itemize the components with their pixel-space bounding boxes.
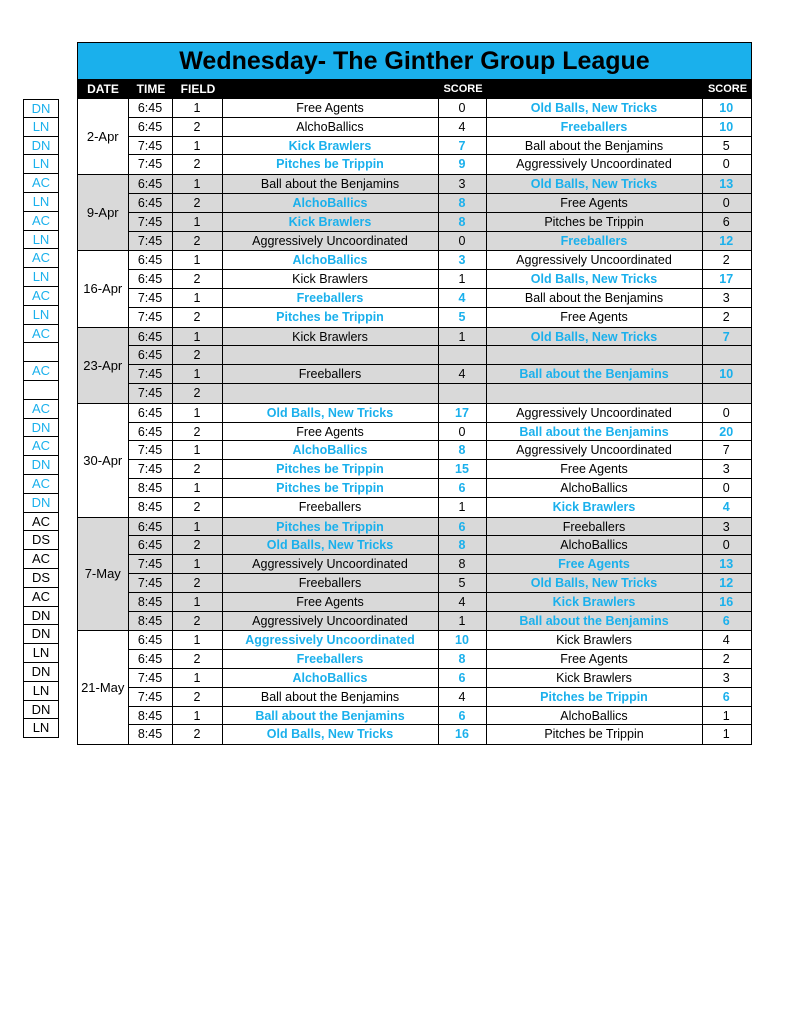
away-score: 2 [722, 253, 730, 268]
ref-code-cell: DN [23, 701, 59, 720]
away-team: Pitches be Trippin [487, 213, 703, 231]
field-header: FIELD [180, 82, 216, 96]
ref-code-cell: AC [23, 212, 59, 231]
game-time: 7:45 [129, 213, 173, 231]
time-header: TIME [136, 82, 166, 96]
home-score: 8 [439, 555, 487, 573]
away-score: 16 [719, 594, 734, 609]
score1-header: SCORE [443, 83, 483, 95]
home-score: 4 [439, 289, 487, 307]
away-team: Pitches be Trippin [487, 688, 703, 706]
ref-code-cell: LN [23, 644, 59, 663]
game-row [129, 423, 752, 442]
away-team: Kick Brawlers [487, 631, 703, 649]
game-time: 8:45 [129, 593, 173, 611]
ref-code-cell: LN [23, 118, 59, 137]
away-team: Freeballers [487, 118, 703, 136]
game-time: 6:45 [129, 99, 173, 117]
home-team: Kick Brawlers [223, 270, 439, 288]
game-time: 6:45 [129, 270, 173, 288]
game-field: 1 [173, 479, 223, 497]
ref-code-cell: AC [23, 550, 59, 569]
home-score: 17 [439, 404, 487, 422]
ref-code-cell: LN [23, 306, 59, 325]
game-field: 1 [173, 175, 223, 193]
home-team: Ball about the Benjamins [223, 175, 439, 193]
away-score: 5 [722, 138, 730, 153]
away-score: 17 [719, 272, 734, 287]
away-score: 6 [722, 689, 730, 704]
home-score: 0 [439, 423, 487, 441]
home-score: 10 [439, 631, 487, 649]
game-row [129, 155, 752, 174]
game-field: 1 [173, 99, 223, 117]
ref-code-cell [23, 381, 59, 400]
away-team: Kick Brawlers [487, 593, 703, 611]
game-time: 7:45 [129, 289, 173, 307]
away-score: 2 [722, 309, 730, 324]
game-field: 2 [173, 384, 223, 403]
home-score: 3 [439, 251, 487, 269]
game-row [129, 137, 752, 156]
home-team: Freeballers [223, 289, 439, 307]
game-field: 2 [173, 194, 223, 212]
game-row [129, 688, 752, 707]
game-row [129, 365, 752, 384]
game-time: 6:45 [129, 518, 173, 536]
away-team: Free Agents [487, 308, 703, 327]
game-field: 1 [173, 631, 223, 649]
game-row [129, 460, 752, 479]
date-group [77, 328, 752, 404]
home-team: Kick Brawlers [223, 213, 439, 231]
ref-code-cell: DN [23, 607, 59, 626]
away-score: 2 [722, 652, 730, 667]
game-row [129, 518, 752, 537]
home-team: Pitches be Trippin [223, 460, 439, 478]
home-score: 0 [439, 99, 487, 117]
ref-code-cell: AC [23, 513, 59, 532]
away-team: Old Balls, New Tricks [487, 175, 703, 193]
home-score: 8 [439, 536, 487, 554]
game-field: 2 [173, 423, 223, 441]
date-group [77, 404, 752, 518]
date-group [77, 518, 752, 632]
home-team: Aggressively Uncoordinated [223, 612, 439, 631]
ref-code-cell: AC [23, 325, 59, 344]
away-score: 0 [722, 480, 730, 495]
home-score: 6 [439, 669, 487, 687]
home-team: Pitches be Trippin [223, 518, 439, 536]
home-team: Aggressively Uncoordinated [223, 232, 439, 251]
home-score: 8 [439, 194, 487, 212]
away-team: Free Agents [487, 650, 703, 668]
away-score: 13 [719, 557, 734, 572]
game-time: 6:45 [129, 536, 173, 554]
game-time: 7:45 [129, 365, 173, 383]
game-time: 6:45 [129, 175, 173, 193]
away-team: AlchoBallics [487, 707, 703, 725]
game-time: 8:45 [129, 498, 173, 517]
game-time: 6:45 [129, 404, 173, 422]
game-time: 6:45 [129, 423, 173, 441]
home-team: AlchoBallics [223, 669, 439, 687]
away-team: Freeballers [487, 518, 703, 536]
away-score: 4 [722, 633, 730, 648]
home-team: Freeballers [223, 498, 439, 517]
game-row [129, 346, 752, 365]
away-team: Aggressively Uncoordinated [487, 251, 703, 269]
ref-code-cell: AC [23, 287, 59, 306]
ref-code-cell: DN [23, 456, 59, 475]
ref-code-cell: DN [23, 137, 59, 156]
away-score: 1 [722, 727, 730, 742]
game-field: 1 [173, 365, 223, 383]
game-row [129, 404, 752, 423]
home-team: Freeballers [223, 365, 439, 383]
home-team: Kick Brawlers [223, 328, 439, 346]
away-team: Old Balls, New Tricks [487, 574, 703, 592]
away-team [487, 384, 703, 403]
ref-code-cell: LN [23, 231, 59, 250]
game-time: 6:45 [129, 251, 173, 269]
game-time: 6:45 [129, 194, 173, 212]
away-score: 7 [722, 329, 730, 344]
away-team: Freeballers [487, 232, 703, 251]
away-team: Ball about the Benjamins [487, 365, 703, 383]
game-date: 23-Apr [78, 328, 129, 403]
away-score: 1 [722, 708, 730, 723]
game-field: 2 [173, 574, 223, 592]
home-team: Old Balls, New Tricks [223, 536, 439, 554]
home-team: Pitches be Trippin [223, 308, 439, 327]
home-team: AlchoBallics [223, 118, 439, 136]
away-score: 3 [722, 519, 730, 534]
game-time: 8:45 [129, 707, 173, 725]
game-time: 7:45 [129, 441, 173, 459]
game-row [129, 441, 752, 460]
header-row [77, 80, 752, 99]
game-date: 9-Apr [78, 175, 129, 250]
game-row [129, 251, 752, 270]
away-score: 12 [719, 233, 734, 248]
game-field: 2 [173, 498, 223, 517]
game-groups [77, 99, 752, 745]
game-row [129, 555, 752, 574]
away-score: 10 [719, 119, 734, 134]
home-team: Freeballers [223, 574, 439, 592]
game-row [129, 574, 752, 593]
home-team: Pitches be Trippin [223, 155, 439, 174]
game-field: 1 [173, 213, 223, 231]
home-score: 1 [439, 612, 487, 631]
ref-code-cell: AC [23, 437, 59, 456]
game-field: 1 [173, 518, 223, 536]
game-time: 6:45 [129, 118, 173, 136]
game-field: 2 [173, 118, 223, 136]
game-time: 7:45 [129, 460, 173, 478]
game-date: 7-May [78, 518, 129, 631]
home-team [223, 384, 439, 403]
away-team: Ball about the Benjamins [487, 612, 703, 631]
ref-code-cell: LN [23, 193, 59, 212]
away-team: Old Balls, New Tricks [487, 270, 703, 288]
game-time: 7:45 [129, 137, 173, 155]
home-team: Ball about the Benjamins [223, 688, 439, 706]
home-score: 5 [439, 308, 487, 327]
home-score: 1 [439, 270, 487, 288]
away-score: 0 [722, 195, 730, 210]
game-time: 7:45 [129, 308, 173, 327]
home-team: AlchoBallics [223, 251, 439, 269]
referee-code-column [23, 99, 59, 738]
game-time: 7:45 [129, 232, 173, 251]
game-row [129, 707, 752, 726]
game-field: 2 [173, 536, 223, 554]
away-score: 6 [722, 613, 730, 628]
game-time: 8:45 [129, 612, 173, 631]
game-time: 7:45 [129, 155, 173, 174]
home-team: Ball about the Benjamins [223, 707, 439, 725]
home-score: 8 [439, 213, 487, 231]
game-field: 1 [173, 404, 223, 422]
game-field: 2 [173, 650, 223, 668]
home-team: AlchoBallics [223, 441, 439, 459]
game-field: 2 [173, 232, 223, 251]
ref-code-cell: AC [23, 400, 59, 419]
home-team: AlchoBallics [223, 194, 439, 212]
game-field: 1 [173, 669, 223, 687]
away-score: 3 [722, 462, 730, 477]
game-time: 6:45 [129, 631, 173, 649]
ref-code-cell: LN [23, 155, 59, 174]
game-time: 7:45 [129, 384, 173, 403]
ref-code-cell: AC [23, 362, 59, 381]
home-score [439, 346, 487, 364]
game-field: 2 [173, 460, 223, 478]
game-row [129, 498, 752, 517]
game-row [129, 175, 752, 194]
away-team: Free Agents [487, 460, 703, 478]
away-team: Ball about the Benjamins [487, 423, 703, 441]
game-date: 16-Apr [78, 251, 129, 326]
game-row [129, 118, 752, 137]
away-team: Free Agents [487, 194, 703, 212]
home-score: 4 [439, 365, 487, 383]
away-score: 3 [722, 290, 730, 305]
game-row [129, 194, 752, 213]
home-score: 16 [439, 725, 487, 744]
away-score: 20 [719, 424, 734, 439]
home-score: 15 [439, 460, 487, 478]
ref-code-cell: DN [23, 99, 59, 118]
game-field: 2 [173, 612, 223, 631]
home-score: 6 [439, 479, 487, 497]
game-row [129, 725, 752, 744]
away-team: AlchoBallics [487, 536, 703, 554]
away-score: 10 [719, 101, 734, 115]
home-team: Old Balls, New Tricks [223, 725, 439, 744]
away-score [703, 384, 751, 403]
home-team: Aggressively Uncoordinated [223, 555, 439, 573]
game-time: 7:45 [129, 688, 173, 706]
away-team: Ball about the Benjamins [487, 137, 703, 155]
game-row [129, 612, 752, 631]
game-field: 1 [173, 707, 223, 725]
ref-code-cell: AC [23, 249, 59, 268]
game-field: 1 [173, 251, 223, 269]
score2-header: SCORE [707, 83, 748, 95]
away-score: 0 [722, 538, 730, 553]
home-team: Free Agents [223, 99, 439, 117]
away-team: Pitches be Trippin [487, 725, 703, 744]
away-team: Old Balls, New Tricks [487, 99, 703, 117]
home-score: 6 [439, 518, 487, 536]
home-score: 8 [439, 441, 487, 459]
game-row [129, 536, 752, 555]
home-score: 3 [439, 175, 487, 193]
game-row [129, 289, 752, 308]
league-title: Wednesday- The Ginther Group League [77, 42, 752, 80]
home-score: 4 [439, 118, 487, 136]
team2-header [487, 80, 703, 99]
game-row [129, 328, 752, 347]
game-field: 2 [173, 725, 223, 744]
away-team: Aggressively Uncoordinated [487, 441, 703, 459]
game-field: 1 [173, 555, 223, 573]
game-time: 7:45 [129, 669, 173, 687]
away-team: Old Balls, New Tricks [487, 328, 703, 346]
home-team: Freeballers [223, 650, 439, 668]
game-field: 1 [173, 441, 223, 459]
away-score: 10 [719, 367, 734, 382]
game-time: 6:45 [129, 346, 173, 364]
ref-code-cell: AC [23, 588, 59, 607]
home-score: 4 [439, 593, 487, 611]
ref-code-cell: LN [23, 268, 59, 287]
game-field: 2 [173, 155, 223, 174]
away-team: Aggressively Uncoordinated [487, 155, 703, 174]
away-team: Free Agents [487, 555, 703, 573]
away-team [487, 346, 703, 364]
away-score: 0 [722, 157, 730, 172]
game-date: 30-Apr [78, 404, 129, 517]
ref-code-cell: DN [23, 625, 59, 644]
game-row [129, 384, 752, 403]
game-row [129, 669, 752, 688]
ref-code-cell [23, 343, 59, 362]
game-field: 2 [173, 308, 223, 327]
away-score: 4 [722, 499, 730, 514]
team1-header [223, 80, 439, 99]
date-group [77, 631, 752, 745]
game-field: 1 [173, 289, 223, 307]
away-score: 0 [722, 405, 730, 420]
home-team: Free Agents [223, 593, 439, 611]
away-score: 13 [719, 177, 734, 192]
ref-code-cell: AC [23, 475, 59, 494]
game-row [129, 270, 752, 289]
game-row [129, 479, 752, 498]
home-team: Free Agents [223, 423, 439, 441]
game-row [129, 213, 752, 232]
game-time: 6:45 [129, 650, 173, 668]
away-score [703, 346, 751, 364]
away-score: 6 [722, 214, 730, 229]
ref-code-cell: DN [23, 494, 59, 513]
game-date: 2-Apr [78, 99, 129, 174]
game-row [129, 232, 752, 251]
game-field: 1 [173, 137, 223, 155]
game-time: 8:45 [129, 725, 173, 744]
away-team: Kick Brawlers [487, 669, 703, 687]
home-team: Kick Brawlers [223, 137, 439, 155]
date-group [77, 99, 752, 175]
home-score: 0 [439, 232, 487, 251]
home-score: 4 [439, 688, 487, 706]
game-row [129, 650, 752, 669]
home-score: 1 [439, 498, 487, 517]
away-team: AlchoBallics [487, 479, 703, 497]
ref-code-cell: LN [23, 719, 59, 738]
home-team: Aggressively Uncoordinated [223, 631, 439, 649]
date-group [77, 251, 752, 327]
home-score: 8 [439, 650, 487, 668]
ref-code-cell: DS [23, 531, 59, 550]
home-team: Pitches be Trippin [223, 479, 439, 497]
game-field: 1 [173, 328, 223, 346]
ref-code-cell: DS [23, 569, 59, 588]
away-team: Aggressively Uncoordinated [487, 404, 703, 422]
away-score: 3 [722, 670, 730, 685]
ref-code-cell: DN [23, 663, 59, 682]
game-row [129, 631, 752, 650]
away-team: Kick Brawlers [487, 498, 703, 517]
away-score: 7 [722, 443, 730, 458]
game-date: 21-May [78, 631, 129, 744]
home-score: 5 [439, 574, 487, 592]
game-row [129, 99, 752, 118]
home-score [439, 384, 487, 403]
game-row [129, 593, 752, 612]
game-time: 7:45 [129, 574, 173, 592]
home-team: Old Balls, New Tricks [223, 404, 439, 422]
ref-code-cell: DN [23, 419, 59, 438]
home-score: 7 [439, 137, 487, 155]
game-field: 2 [173, 346, 223, 364]
home-team [223, 346, 439, 364]
away-score: 12 [719, 575, 734, 590]
game-field: 2 [173, 270, 223, 288]
game-time: 7:45 [129, 555, 173, 573]
away-team: Ball about the Benjamins [487, 289, 703, 307]
game-field: 2 [173, 688, 223, 706]
date-header: DATE [87, 82, 119, 96]
game-time: 8:45 [129, 479, 173, 497]
home-score: 9 [439, 155, 487, 174]
home-score: 6 [439, 707, 487, 725]
ref-code-cell: LN [23, 682, 59, 701]
ref-code-cell: AC [23, 174, 59, 193]
schedule-table [77, 42, 752, 745]
game-time: 6:45 [129, 328, 173, 346]
date-group [77, 175, 752, 251]
game-row [129, 308, 752, 327]
home-score: 1 [439, 328, 487, 346]
game-field: 1 [173, 593, 223, 611]
